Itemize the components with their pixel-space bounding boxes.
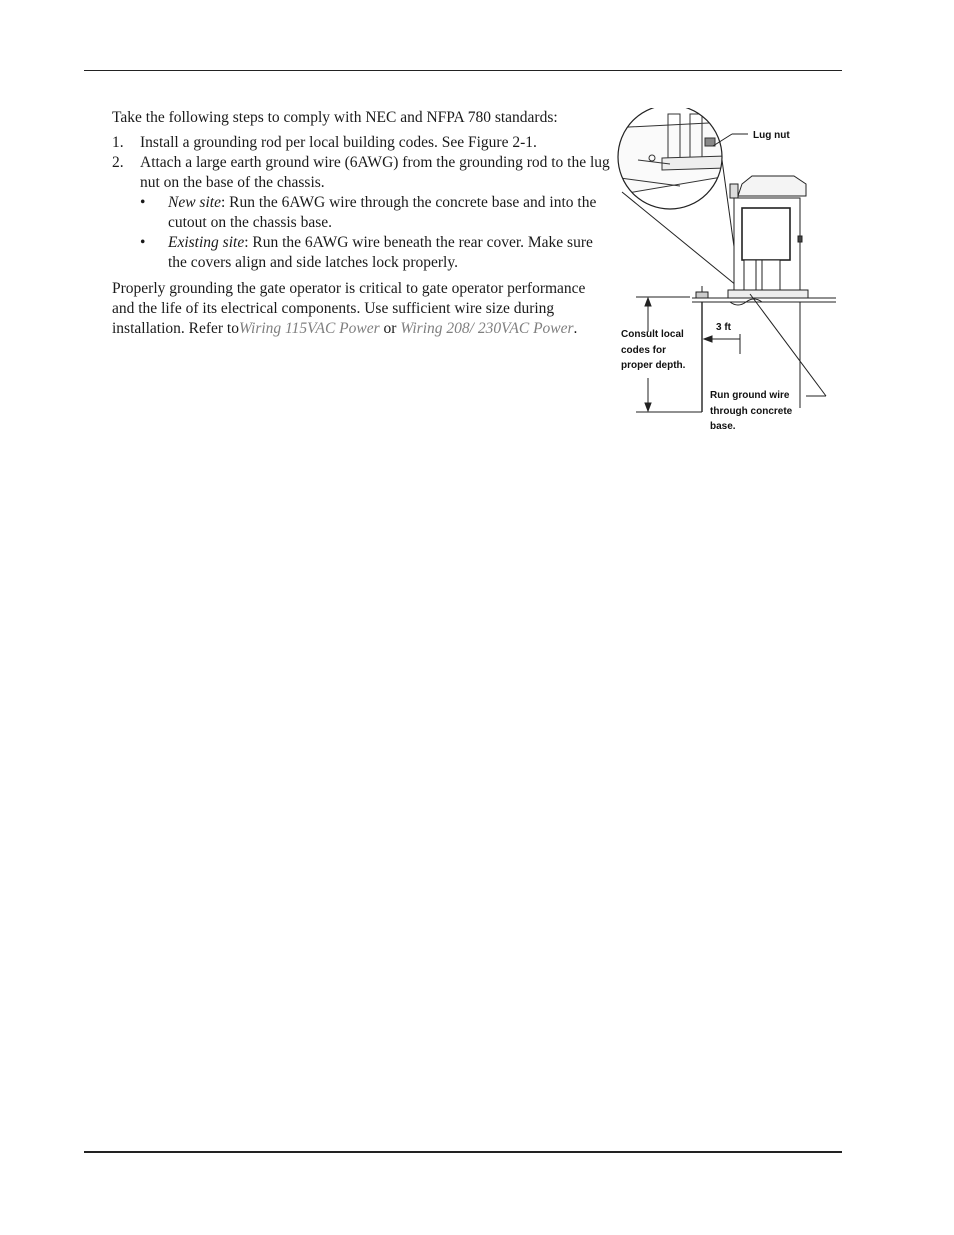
lug-nut-magnified-inset (610, 108, 728, 209)
bullet-new-site (112, 193, 610, 233)
bullet-term: New site (168, 194, 221, 211)
distance-label: 3 ft (716, 322, 731, 333)
lug-nut-label: Lug nut (753, 130, 790, 141)
bullet-term: Existing site (168, 234, 245, 251)
step-number: 1. (112, 134, 124, 151)
link-wiring-208-230vac[interactable]: Wiring 208/ 230VAC Power (400, 320, 574, 337)
body-text (112, 108, 610, 339)
zoom-line (622, 192, 742, 290)
step-1 (112, 133, 610, 153)
depth-note: Consult local codes for proper depth. (621, 329, 686, 371)
grounding-figure (610, 108, 842, 438)
step-number: 2. (112, 154, 124, 171)
bullet-text: : Run the 6AWG wire through the concrete base and into the cutout on the chassis base. (168, 194, 597, 231)
paragraph-lead: Properly grounding the gate operator is critical to gate operator performance and the life of its electrical components. Use sufficient wire size during installation. Refer to (112, 280, 586, 337)
step-2 (112, 153, 610, 193)
intro-text: Take the following steps to comply with NEC and NFPA 780 standards: (112, 109, 558, 126)
bullet-marker: • (140, 194, 146, 211)
paragraph-end: . (573, 320, 578, 337)
header-rule (84, 70, 842, 71)
ground-wire-note: Run ground wire through concrete base. (710, 390, 793, 432)
paragraph-middle: or (379, 320, 401, 337)
step-text: Attach a large earth ground wire (6AWG) from the grounding rod to the lug nut on the base of the chassis. (140, 154, 610, 191)
distance-dimension (704, 334, 740, 354)
grounding-paragraph (112, 279, 610, 339)
footer-rule (84, 1151, 842, 1153)
gate-operator (728, 176, 808, 298)
step-text: Install a grounding rod per local building codes. See Figure 2-1. (140, 134, 537, 151)
bullet-existing-site (112, 233, 610, 273)
ground-wire-leader (750, 294, 826, 396)
bullet-text: : Run the 6AWG wire beneath the rear cover. Make sure the covers align and side latches lock properly. (168, 234, 593, 271)
link-wiring-115vac[interactable]: Wiring 115VAC Power (238, 320, 380, 337)
bullet-marker: • (140, 234, 146, 251)
